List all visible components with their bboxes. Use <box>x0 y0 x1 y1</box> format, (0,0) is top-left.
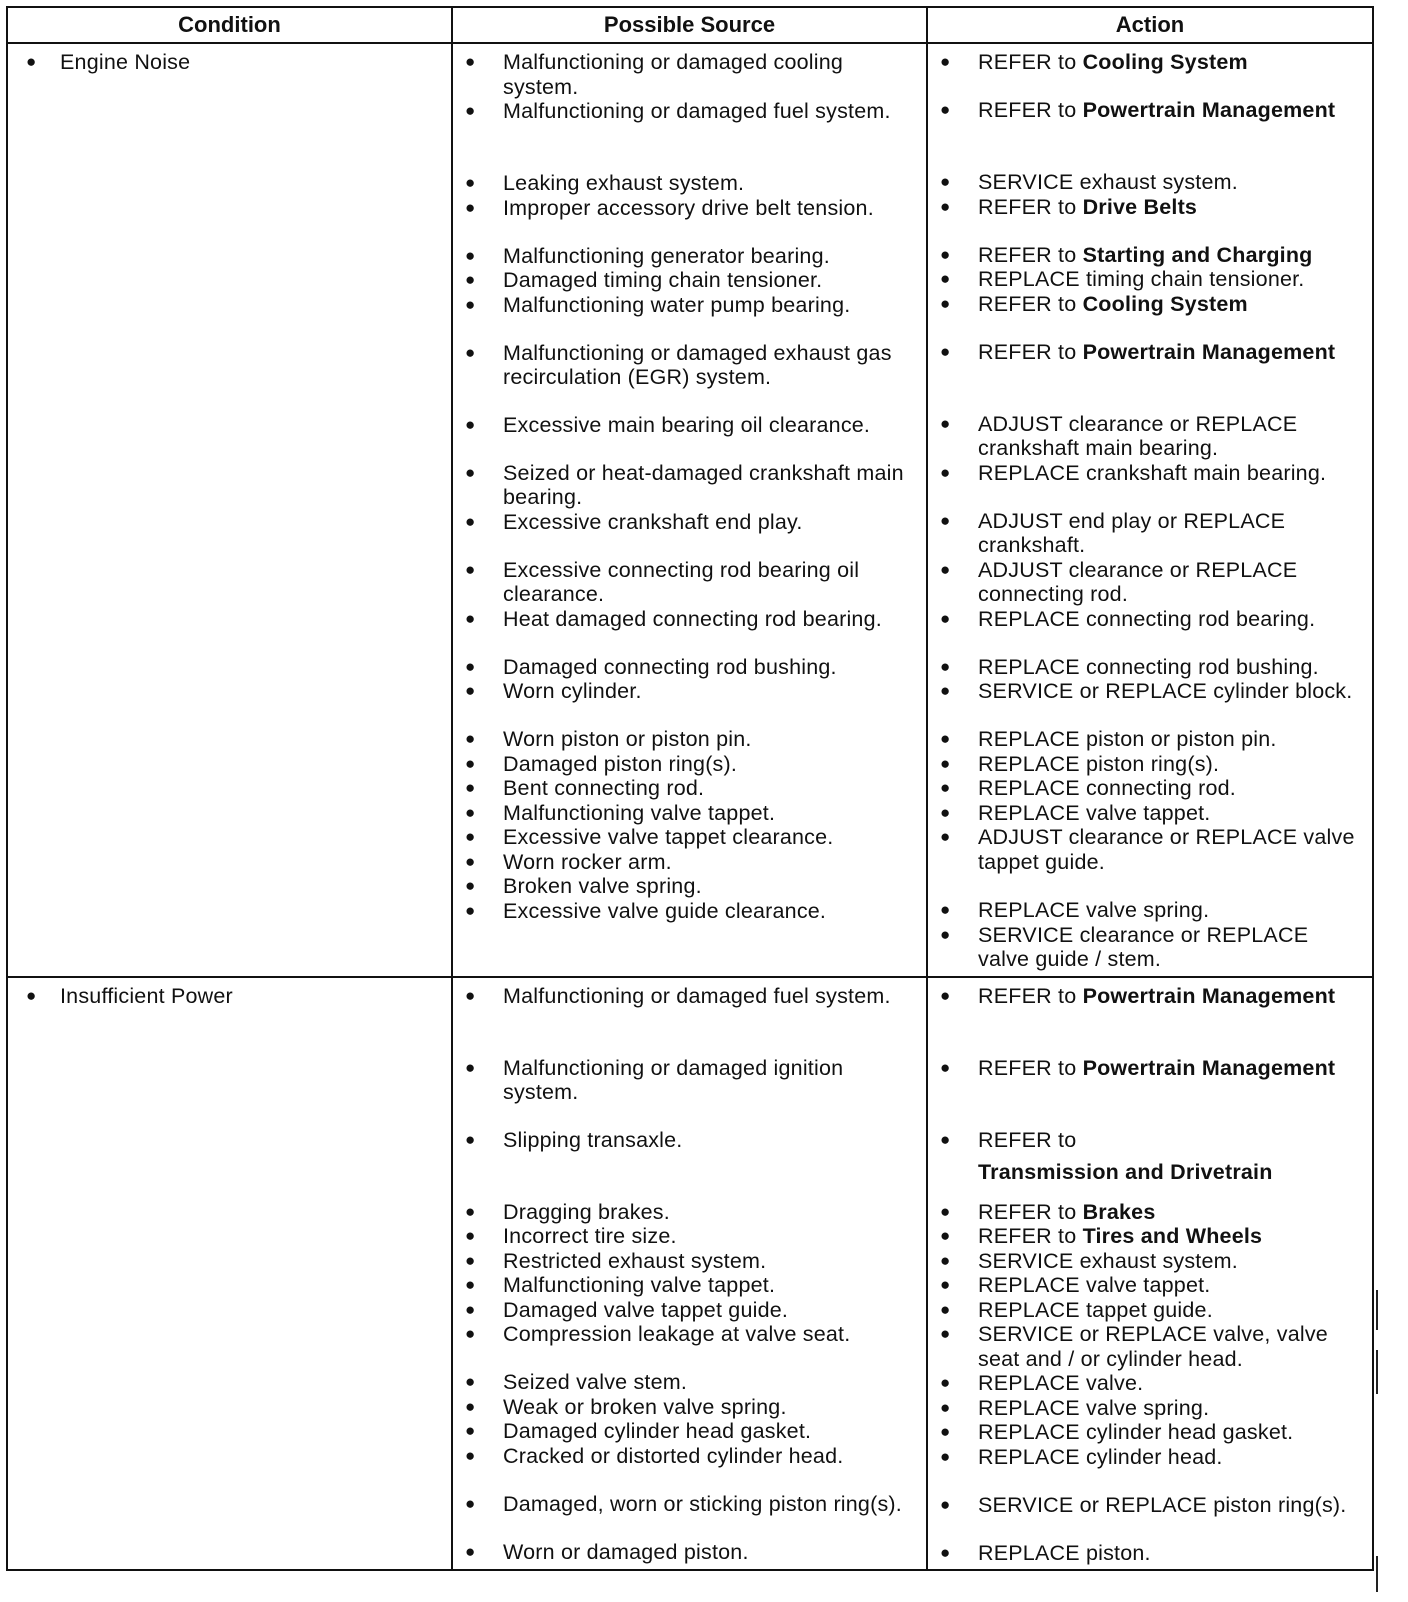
action-item <box>936 898 1364 923</box>
action-text: ADJUST clearance or REPLACE connecting rod. <box>978 557 1298 606</box>
action-item <box>936 1298 1364 1323</box>
action-entry <box>936 1445 1364 1493</box>
possible-source-item: ● Seized valve stem. <box>461 1370 918 1395</box>
action-item <box>936 1249 1364 1274</box>
condition-label: ● Insufficient Power <box>22 984 441 1009</box>
source-entry <box>461 1492 918 1540</box>
possible-source-item: ● Malfunctioning or damaged ignition system. <box>461 1056 918 1105</box>
table-body <box>7 43 1373 1570</box>
source-entry <box>461 655 918 680</box>
action-text: SERVICE or REPLACE valve, valve seat and / or cylinder head. <box>978 1322 1328 1371</box>
reference-link: Transmission and Drivetrain <box>978 1160 1273 1184</box>
action-entry <box>936 655 1364 680</box>
action-item <box>936 1322 1364 1371</box>
source-entry <box>461 1395 918 1420</box>
action-entry <box>936 1200 1364 1225</box>
possible-source-item: ● Malfunctioning valve tappet. <box>461 801 918 826</box>
reference-link: Tires and Wheels <box>1082 1224 1263 1248</box>
reference-link: Powertrain Management <box>1082 983 1336 1008</box>
margin-mark <box>1376 1556 1378 1592</box>
action-entry <box>936 1273 1364 1298</box>
action-text: REPLACE valve spring. <box>978 898 1210 922</box>
header-action: Action <box>927 7 1373 43</box>
action-text: REPLACE piston ring(s). <box>978 751 1220 776</box>
action-item <box>936 412 1364 461</box>
possible-source-item: ● Bent connecting rod. <box>461 776 918 801</box>
action-entry <box>936 1056 1364 1128</box>
possible-source-item: ● Excessive crankshaft end play. <box>461 510 918 535</box>
action-entry <box>936 1541 1364 1566</box>
action-item <box>936 1541 1364 1566</box>
possible-source-item: ● Weak or broken valve spring. <box>461 1395 918 1420</box>
action-item <box>936 1445 1364 1470</box>
possible-source-item: ● Malfunctioning generator bearing. <box>461 244 918 269</box>
header-row <box>7 7 1373 43</box>
action-item <box>936 1224 1364 1249</box>
action-entry <box>936 776 1364 801</box>
action-entry <box>936 243 1364 268</box>
source-entry <box>461 984 918 1056</box>
possible-source-item: ● Heat damaged connecting rod bearing. <box>461 607 918 632</box>
action-text: REPLACE valve tappet. <box>978 1273 1211 1297</box>
source-entry <box>461 1249 918 1274</box>
source-cell <box>452 977 927 1571</box>
action-text: SERVICE exhaust system. <box>978 1248 1238 1273</box>
reference-link: Powertrain Management <box>1082 98 1336 122</box>
action-item <box>936 1200 1364 1225</box>
source-entry <box>461 558 918 607</box>
action-item <box>936 509 1364 558</box>
reference-link: Powertrain Management <box>1082 1055 1336 1080</box>
source-entry <box>461 776 918 801</box>
action-item <box>936 558 1364 607</box>
possible-source-item: ● Worn rocker arm. <box>461 850 918 875</box>
action-entry <box>936 874 1364 898</box>
possible-source-item: ● Improper accessory drive belt tension. <box>461 196 918 221</box>
action-item <box>936 825 1364 874</box>
possible-source-item: ● Malfunctioning or damaged cooling system. <box>461 50 918 99</box>
source-entry <box>461 825 918 850</box>
table-row <box>7 977 1373 1571</box>
action-text: REPLACE piston or piston pin. <box>978 727 1277 751</box>
action-entry <box>936 1493 1364 1541</box>
action-entry <box>936 727 1364 752</box>
action-text: REPLACE valve spring. <box>978 1395 1210 1420</box>
action-text: SERVICE clearance or REPLACE valve guide / stem. <box>978 922 1309 971</box>
source-entry <box>461 268 918 293</box>
table-row <box>7 43 1373 977</box>
reference-link: Drive Belts <box>1082 194 1198 219</box>
action-text: REPLACE timing chain tensioner. <box>978 267 1305 291</box>
possible-source-item: ● Restricted exhaust system. <box>461 1249 918 1274</box>
action-text: REPLACE cylinder head gasket. <box>978 1420 1294 1444</box>
action-item <box>936 292 1364 317</box>
action-text: REFER to <box>978 242 1077 267</box>
reference-link: Cooling System <box>1082 50 1248 74</box>
action-entry <box>936 898 1364 923</box>
possible-source-item: ● Broken valve spring. <box>461 874 918 899</box>
action-entry <box>936 984 1364 1056</box>
action-entry <box>936 558 1364 607</box>
action-text: REFER to <box>978 1224 1077 1248</box>
action-item <box>936 776 1364 801</box>
source-entry <box>461 1444 918 1492</box>
action-entry <box>936 1298 1364 1323</box>
possible-source-item: ● Excessive valve tappet clearance. <box>461 825 918 850</box>
action-entry <box>936 1322 1364 1371</box>
possible-source-item: ● Worn cylinder. <box>461 679 918 704</box>
diagnosis-table <box>6 6 1374 1571</box>
possible-source-item: ● Leaking exhaust system. <box>461 171 918 196</box>
action-text: REFER to <box>978 983 1077 1008</box>
action-cell <box>927 43 1373 977</box>
action-entry <box>936 752 1364 777</box>
action-entry <box>936 1128 1364 1200</box>
action-entry <box>936 1396 1364 1421</box>
source-entry <box>461 341 918 413</box>
possible-source-item: ● Slipping transaxle. <box>461 1128 918 1153</box>
action-text: REFER to <box>978 339 1077 364</box>
action-text: ADJUST clearance or REPLACE valve tappet guide. <box>978 825 1355 874</box>
header-condition: Condition <box>7 7 452 43</box>
action-text: REPLACE connecting rod bushing. <box>978 654 1319 679</box>
action-text: REPLACE cylinder head. <box>978 1444 1223 1469</box>
action-entry <box>936 1224 1364 1249</box>
action-item <box>936 655 1364 680</box>
possible-source-item: ● Malfunctioning valve tappet. <box>461 1273 918 1298</box>
action-item <box>936 243 1364 268</box>
source-entry <box>461 1540 918 1565</box>
action-item <box>936 1396 1364 1421</box>
action-text: REPLACE tappet guide. <box>978 1297 1213 1322</box>
action-entry <box>936 825 1364 874</box>
condition-cell <box>7 43 452 977</box>
action-entry <box>936 1420 1364 1445</box>
action-item <box>936 801 1364 826</box>
margin-mark <box>1376 1350 1378 1394</box>
action-entry <box>936 170 1364 195</box>
action-text: SERVICE or REPLACE cylinder block. <box>978 679 1353 703</box>
condition-cell <box>7 977 452 1571</box>
action-entry <box>936 412 1364 461</box>
source-entry <box>461 727 918 752</box>
action-entry <box>936 195 1364 243</box>
source-entry <box>461 1419 918 1444</box>
action-entry <box>936 292 1364 340</box>
possible-source-item: ● Seized or heat-damaged crankshaft main bearing. <box>461 461 918 510</box>
possible-source-item: ● Damaged cylinder head gasket. <box>461 1419 918 1444</box>
margin-mark <box>1376 1290 1378 1330</box>
possible-source-item: ● Malfunctioning or damaged fuel system. <box>461 984 918 1009</box>
action-entry <box>936 50 1364 98</box>
action-item <box>936 727 1364 752</box>
possible-source-item: ● Excessive valve guide clearance. <box>461 899 918 924</box>
source-entry <box>461 801 918 826</box>
action-item <box>936 1420 1364 1445</box>
action-text: SERVICE or REPLACE piston ring(s). <box>978 1492 1347 1517</box>
action-item <box>936 679 1364 704</box>
possible-source-item: ● Damaged connecting rod bushing. <box>461 655 918 680</box>
action-item <box>936 340 1364 365</box>
source-entry <box>461 50 918 99</box>
action-entry <box>936 1249 1364 1274</box>
possible-source-item: ● Worn or damaged piston. <box>461 1540 918 1565</box>
action-text: REFER to <box>978 291 1077 316</box>
reference-link: Brakes <box>1082 1199 1156 1224</box>
action-item <box>936 1371 1364 1396</box>
action-text: REPLACE valve. <box>978 1371 1144 1395</box>
source-entry <box>461 293 918 341</box>
action-item <box>936 1493 1364 1518</box>
action-item <box>936 607 1364 632</box>
source-entry <box>461 461 918 510</box>
source-entry <box>461 899 918 947</box>
action-text: REFER to <box>978 1127 1077 1152</box>
source-entry <box>461 196 918 244</box>
possible-source-item: ● Damaged piston ring(s). <box>461 752 918 777</box>
reference-link: Cooling System <box>1082 291 1248 316</box>
source-entry <box>461 1128 918 1200</box>
action-item <box>936 50 1364 75</box>
source-entry <box>461 752 918 777</box>
source-entry <box>461 1322 918 1370</box>
action-entry <box>936 679 1364 727</box>
source-entry <box>461 874 918 899</box>
source-entry <box>461 1298 918 1323</box>
possible-source-item: ● Excessive main bearing oil clearance. <box>461 413 918 438</box>
reference-link: Starting and Charging <box>1082 242 1313 267</box>
source-entry <box>461 1370 918 1395</box>
action-entry <box>936 607 1364 655</box>
action-entry <box>936 267 1364 292</box>
action-text: REPLACE valve tappet. <box>978 800 1211 825</box>
action-text: SERVICE exhaust system. <box>978 170 1238 194</box>
action-text: REFER to <box>978 194 1077 219</box>
reference-link: Powertrain Management <box>1082 339 1336 364</box>
action-item <box>936 752 1364 777</box>
action-item <box>936 1273 1364 1298</box>
action-cell <box>927 977 1373 1571</box>
source-entry <box>461 510 918 558</box>
action-entry <box>936 340 1364 412</box>
action-entry <box>936 98 1364 170</box>
possible-source-item: ● Cracked or distorted cylinder head. <box>461 1444 918 1469</box>
source-entry <box>461 679 918 727</box>
action-text: REPLACE connecting rod bearing. <box>978 606 1316 631</box>
source-entry <box>461 244 918 269</box>
possible-source-item: ● Damaged valve tappet guide. <box>461 1298 918 1323</box>
source-entry <box>461 99 918 171</box>
action-item <box>936 170 1364 195</box>
possible-source-item: ● Dragging brakes. <box>461 1200 918 1225</box>
source-entry <box>461 850 918 875</box>
possible-source-item: ● Malfunctioning or damaged fuel system. <box>461 99 918 124</box>
action-entry <box>936 1371 1364 1396</box>
action-text: REFER to <box>978 50 1077 74</box>
action-item <box>936 923 1364 972</box>
action-item <box>936 1056 1364 1081</box>
source-entry <box>461 1273 918 1298</box>
action-text: REPLACE crankshaft main bearing. <box>978 460 1327 485</box>
source-entry <box>461 1200 918 1225</box>
condition-label: ● Engine Noise <box>22 50 441 75</box>
possible-source-item: ● Damaged, worn or sticking piston ring(s). <box>461 1492 918 1517</box>
source-entry <box>461 171 918 196</box>
possible-source-item: ● Malfunctioning or damaged exhaust gas recirculation (EGR) system. <box>461 341 918 390</box>
source-entry <box>461 413 918 461</box>
source-entry <box>461 1056 918 1128</box>
action-item <box>936 98 1364 123</box>
action-item <box>936 195 1364 220</box>
possible-source-item: ● Excessive connecting rod bearing oil clearance. <box>461 558 918 607</box>
action-item <box>936 267 1364 292</box>
action-text: ADJUST end play or REPLACE crankshaft. <box>978 508 1286 557</box>
action-item <box>936 461 1364 486</box>
header-possible-source: Possible Source <box>452 7 927 43</box>
action-text: REFER to <box>978 98 1077 122</box>
action-entry <box>936 801 1364 826</box>
action-entry <box>936 461 1364 509</box>
possible-source-item: ● Malfunctioning water pump bearing. <box>461 293 918 318</box>
action-text: REFER to <box>978 1199 1077 1224</box>
source-entry <box>461 1224 918 1249</box>
source-entry <box>461 607 918 655</box>
action-item <box>936 1128 1364 1185</box>
action-text: REPLACE connecting rod. <box>978 776 1236 800</box>
action-text: REPLACE piston. <box>978 1540 1151 1565</box>
action-text: REFER to <box>978 1055 1077 1080</box>
action-entry <box>936 509 1364 558</box>
possible-source-item: ● Incorrect tire size. <box>461 1224 918 1249</box>
action-item <box>936 984 1364 1009</box>
action-text: ADJUST clearance or REPLACE crankshaft main bearing. <box>978 411 1298 460</box>
action-entry <box>936 923 1364 972</box>
possible-source-item: ● Damaged timing chain tensioner. <box>461 268 918 293</box>
possible-source-item: ● Compression leakage at valve seat. <box>461 1322 918 1347</box>
source-cell <box>452 43 927 977</box>
possible-source-item: ● Worn piston or piston pin. <box>461 727 918 752</box>
